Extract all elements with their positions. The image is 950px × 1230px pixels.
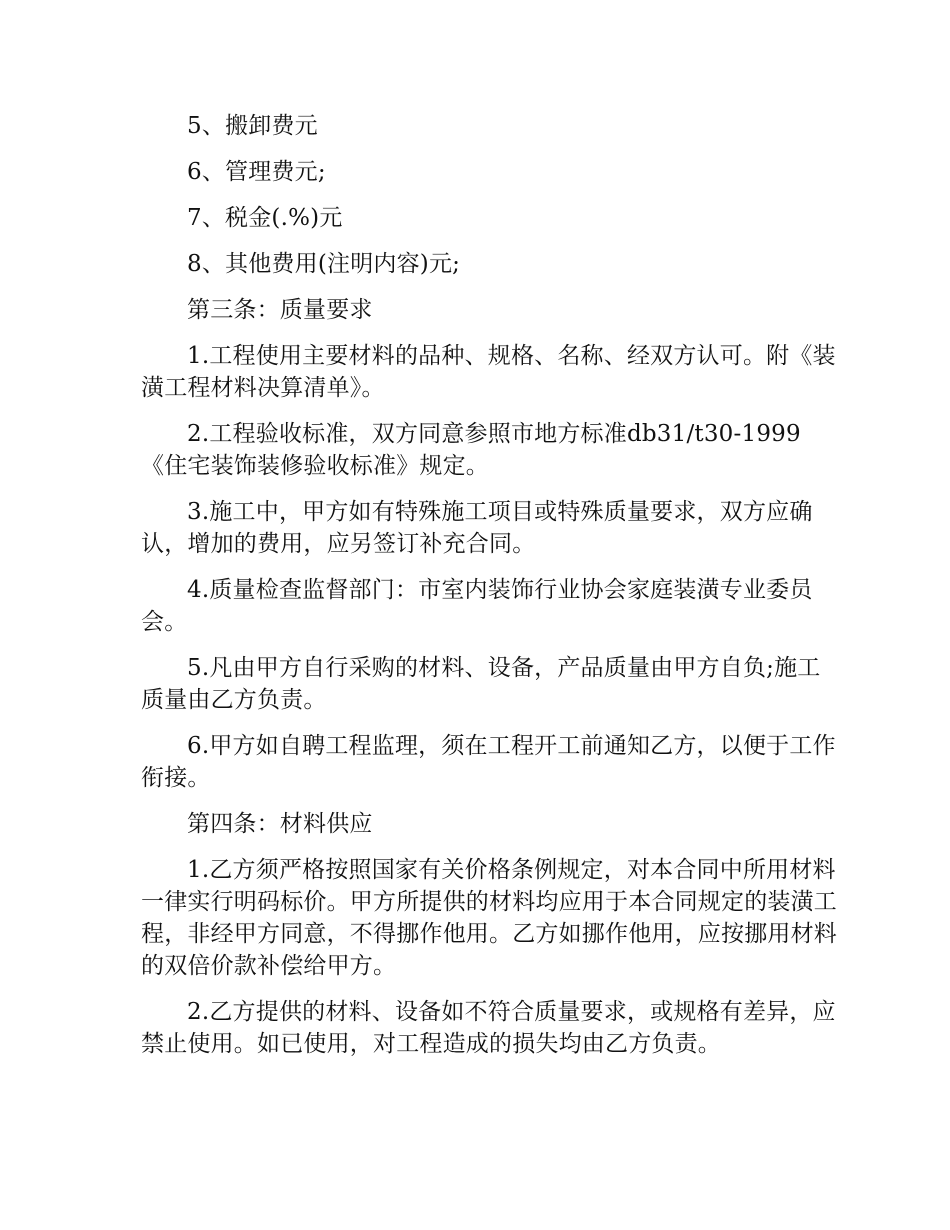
quality-clause-3: 3.施工中，甲方如有特殊施工项目或特殊质量要求，双方应确认，增加的费用，应另签订补充合同。	[141, 499, 813, 557]
materials-clause-2: 2.乙方提供的材料、设备如不符合质量要求，或规格有差异，应禁止使用。如已使用，对工程造成的损失均由乙方负责。	[141, 999, 836, 1057]
document-body	[141, 110, 841, 1074]
fee-item-handling: 5、搬卸费元	[187, 113, 318, 139]
fee-item-management: 6、管理费元;	[187, 159, 326, 185]
quality-clause-1: 1.工程使用主要材料的品种、规格、名称、经双方认可。附《装潢工程材料决算清单》。	[141, 343, 836, 401]
materials-clause-1: 1.乙方须严格按照国家有关价格条例规定，对本合同中所用材料一律实行明码标价。甲方所提供的材料均应用于本合同规定的装潢工程，非经甲方同意，不得挪作他用。乙方如挪作他用，应按挪用材料的双倍价款补偿给甲方。	[141, 857, 837, 979]
quality-clause-2: 2.工程验收标准，双方同意参照市地方标准db31/t30-1999《住宅装饰装修验收标准》规定。	[141, 421, 801, 479]
fee-item-other: 8、其他费用(注明内容)元;	[187, 251, 461, 277]
quality-clause-6: 6.甲方如自聘工程监理，须在工程开工前通知乙方，以便于工作衔接。	[141, 733, 836, 791]
section-heading-materials: 第四条：材料供应	[187, 811, 373, 837]
quality-clause-5: 5.凡由甲方自行采购的材料、设备，产品质量由甲方自负;施工质量由乙方负责。	[141, 655, 821, 713]
quality-clause-4: 4.质量检查监督部门：市室内装饰行业协会家庭装潢专业委员会。	[141, 577, 813, 635]
fee-item-tax: 7、税金(.%)元	[187, 205, 343, 231]
section-heading-quality: 第三条：质量要求	[187, 297, 373, 323]
